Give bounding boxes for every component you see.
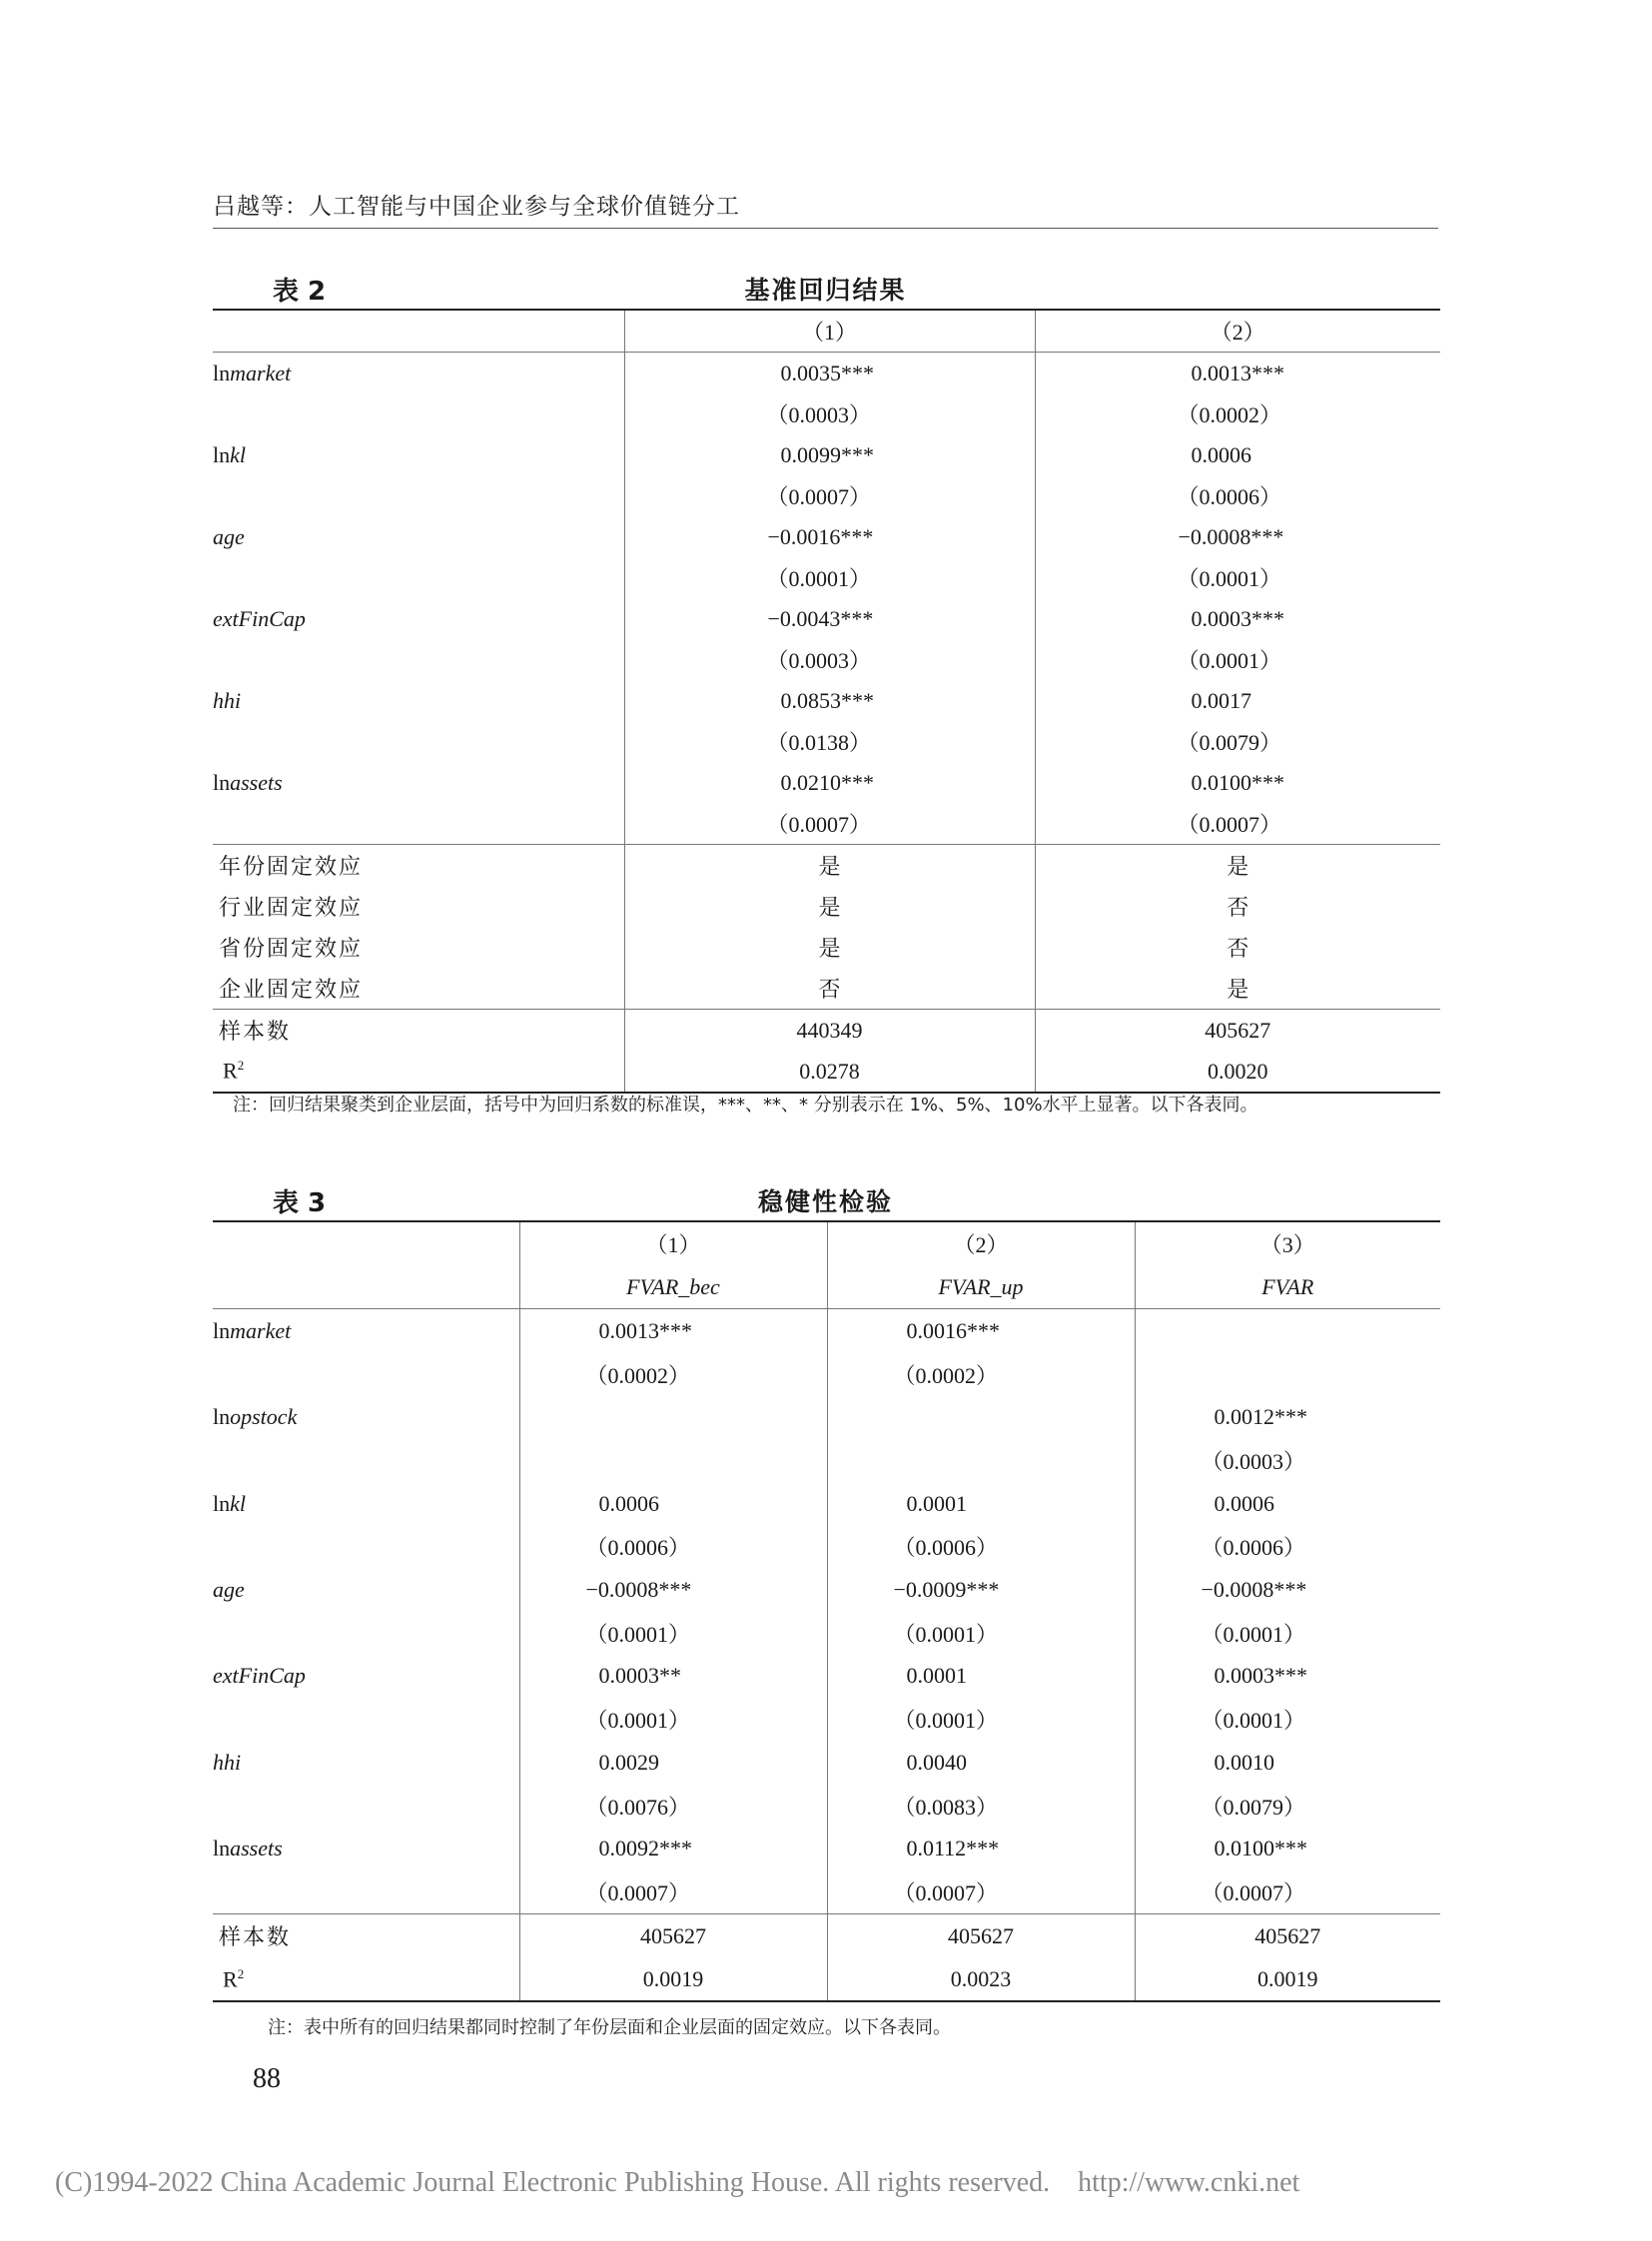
standard-error-cell: （0.0001） bbox=[1035, 639, 1440, 680]
table2-fixed-effect-row bbox=[213, 845, 1440, 887]
fixed-effect-label: 省份固定效应 bbox=[219, 937, 364, 962]
variable-prefix: ln bbox=[213, 1317, 231, 1343]
r2-superscript: 2 bbox=[237, 1058, 245, 1074]
coefficient-cell: 0.0100*** bbox=[1135, 1828, 1440, 1870]
standard-error-cell: （0.0083） bbox=[827, 1784, 1135, 1827]
standard-error-cell: （0.0001） bbox=[1135, 1698, 1440, 1741]
table3-coef-row bbox=[213, 1655, 1440, 1698]
fixed-effect-label: 企业固定效应 bbox=[219, 978, 364, 1003]
variable-name: age bbox=[213, 1577, 245, 1603]
table2-se-row bbox=[213, 475, 1440, 516]
r2-label-text: R bbox=[223, 1058, 238, 1084]
table2-variable-label bbox=[213, 516, 624, 557]
dependent-variable-header: FVAR_bec bbox=[519, 1265, 827, 1309]
table3 bbox=[213, 1220, 1440, 2002]
variable-name: assets bbox=[230, 1836, 283, 1862]
table2-empty-label bbox=[213, 721, 624, 762]
variable-name: kl bbox=[230, 441, 247, 467]
standard-error-cell: （0.0001） bbox=[519, 1612, 827, 1655]
table3-variable-label bbox=[213, 1741, 519, 1784]
coefficient-cell: 0.0853*** bbox=[624, 680, 1035, 721]
standard-error-cell: （0.0002） bbox=[519, 1353, 827, 1396]
coefficient-cell: 0.0017 bbox=[1035, 680, 1440, 721]
dependent-variable-header: FVAR bbox=[1135, 1265, 1440, 1309]
table3-r2-row bbox=[213, 1957, 1440, 2001]
table3-empty-label bbox=[213, 1870, 519, 1914]
coefficient-cell: −0.0016*** bbox=[624, 516, 1035, 557]
table3-coef-row bbox=[213, 1741, 1440, 1784]
variable-prefix: ln bbox=[213, 769, 231, 795]
table3-variable-label bbox=[213, 1569, 519, 1612]
table3-depvar-corner bbox=[213, 1265, 519, 1309]
table2-se-row bbox=[213, 393, 1440, 434]
table2 bbox=[213, 309, 1440, 1094]
table3-coef-row bbox=[213, 1828, 1440, 1870]
table3-label: 表 3 bbox=[273, 1188, 327, 1218]
table2-coef-row bbox=[213, 434, 1440, 475]
coefficient-cell: 0.0112*** bbox=[827, 1828, 1135, 1870]
coefficient-cell: 0.0001 bbox=[827, 1482, 1135, 1525]
table2-coef-row bbox=[213, 598, 1440, 639]
r2-superscript: 2 bbox=[237, 1965, 245, 1981]
table3-column-header: （1） bbox=[519, 1221, 827, 1265]
table2-coef-row bbox=[213, 353, 1440, 394]
variable-prefix: ln bbox=[213, 1836, 231, 1862]
coefficient-cell: −0.0009*** bbox=[827, 1569, 1135, 1612]
standard-error-cell: （0.0006） bbox=[1035, 475, 1440, 516]
table2-variable-label bbox=[213, 598, 624, 639]
standard-error-cell: （0.0006） bbox=[827, 1525, 1135, 1568]
coefficient-cell: 0.0092*** bbox=[519, 1828, 827, 1870]
standard-error-cell: （0.0007） bbox=[519, 1870, 827, 1914]
coefficient-cell: 0.0035*** bbox=[624, 353, 1035, 394]
table3-variable-label bbox=[213, 1309, 519, 1353]
r2-value: 0.0019 bbox=[1135, 1957, 1440, 2001]
table3-se-row bbox=[213, 1439, 1440, 1482]
standard-error-cell bbox=[1135, 1353, 1440, 1396]
table2-corner bbox=[213, 310, 624, 353]
table2-fixed-effect-row bbox=[213, 968, 1440, 1010]
standard-error-cell: （0.0001） bbox=[1035, 557, 1440, 598]
r2-value: 0.0278 bbox=[624, 1051, 1035, 1093]
table2-column-header: （2） bbox=[1035, 310, 1440, 353]
standard-error-cell: （0.0003） bbox=[1135, 1439, 1440, 1482]
table3-depvar-row bbox=[213, 1265, 1440, 1309]
standard-error-cell: （0.0007） bbox=[827, 1870, 1135, 1914]
standard-error-cell: （0.0001） bbox=[624, 557, 1035, 598]
coefficient-cell bbox=[827, 1396, 1135, 1439]
standard-error-cell: （0.0006） bbox=[1135, 1525, 1440, 1568]
sample-size-value: 405627 bbox=[827, 1914, 1135, 1958]
standard-error-cell: （0.0076） bbox=[519, 1784, 827, 1827]
cnki-url: http://www.cnki.net bbox=[1078, 2167, 1300, 2198]
coefficient-cell: 0.0001 bbox=[827, 1655, 1135, 1698]
table2-r2-row bbox=[213, 1051, 1440, 1093]
table2-empty-label bbox=[213, 393, 624, 434]
table3-variable-label bbox=[213, 1655, 519, 1698]
table3-title: 稳健性检验 bbox=[757, 1187, 893, 1216]
sample-size-label: 样本数 bbox=[213, 1914, 519, 1958]
table3-caption bbox=[213, 1182, 1438, 1222]
standard-error-cell: （0.0079） bbox=[1135, 1784, 1440, 1827]
coefficient-cell: 0.0003*** bbox=[1135, 1655, 1440, 1698]
table3-coef-row bbox=[213, 1396, 1440, 1439]
table3-variable-label bbox=[213, 1828, 519, 1870]
sample-size-value: 440349 bbox=[624, 1010, 1035, 1052]
table3-empty-label bbox=[213, 1784, 519, 1827]
table3-column-header: （3） bbox=[1135, 1221, 1440, 1265]
sample-size-label: 样本数 bbox=[213, 1010, 624, 1052]
table2-empty-label bbox=[213, 475, 624, 516]
r2-label-text: R bbox=[223, 1965, 238, 1991]
table2-variable-label bbox=[213, 680, 624, 721]
standard-error-cell: （0.0002） bbox=[1035, 393, 1440, 434]
page-number: 88 bbox=[253, 2063, 281, 2094]
table2-se-row bbox=[213, 803, 1440, 845]
fixed-effect-value: 否 bbox=[1035, 886, 1440, 927]
standard-error-cell: （0.0007） bbox=[1035, 803, 1440, 845]
table3-corner bbox=[213, 1221, 519, 1265]
table2-sample-row bbox=[213, 1010, 1440, 1052]
standard-error-cell: （0.0002） bbox=[827, 1353, 1135, 1396]
variable-name: opstock bbox=[230, 1404, 298, 1430]
table2-empty-label bbox=[213, 557, 624, 598]
table2-empty-label bbox=[213, 803, 624, 845]
fixed-effect-value: 是 bbox=[624, 927, 1035, 968]
variable-name: assets bbox=[230, 769, 283, 795]
sample-size-value: 405627 bbox=[1135, 1914, 1440, 1958]
table3-empty-label bbox=[213, 1698, 519, 1741]
coefficient-cell: −0.0008*** bbox=[1035, 516, 1440, 557]
coefficient-cell: −0.0008*** bbox=[519, 1569, 827, 1612]
table2-variable-label bbox=[213, 434, 624, 475]
table2-se-row bbox=[213, 639, 1440, 680]
running-head: 吕越等：人工智能与中国企业参与全球价值链分工 bbox=[213, 194, 740, 220]
coefficient-cell: 0.0100*** bbox=[1035, 762, 1440, 803]
coefficient-cell bbox=[1135, 1309, 1440, 1353]
variable-prefix: ln bbox=[213, 1404, 231, 1430]
variable-name: hhi bbox=[213, 1749, 242, 1775]
coefficient-cell: 0.0013*** bbox=[519, 1309, 827, 1353]
table2-se-row bbox=[213, 557, 1440, 598]
coefficient-cell: 0.0099*** bbox=[624, 434, 1035, 475]
copyright-footer bbox=[55, 2167, 1613, 2199]
variable-name: extFinCap bbox=[213, 1663, 306, 1689]
r2-value: 0.0023 bbox=[827, 1957, 1135, 2001]
coefficient-cell: 0.0029 bbox=[519, 1741, 827, 1784]
coefficient-cell: 0.0003*** bbox=[1035, 598, 1440, 639]
table3-empty-label bbox=[213, 1525, 519, 1568]
variable-prefix: ln bbox=[213, 360, 231, 385]
sample-size-value: 405627 bbox=[519, 1914, 827, 1958]
table2-caption bbox=[213, 271, 1438, 311]
variable-prefix: ln bbox=[213, 1490, 231, 1516]
table3-empty-label bbox=[213, 1612, 519, 1655]
coefficient-cell: 0.0210*** bbox=[624, 762, 1035, 803]
table2-label: 表 2 bbox=[273, 277, 327, 307]
dependent-variable-header: FVAR_up bbox=[827, 1265, 1135, 1309]
table2-header-row bbox=[213, 310, 1440, 353]
table3-se-row bbox=[213, 1353, 1440, 1396]
table2-fixed-effect-row bbox=[213, 886, 1440, 927]
standard-error-cell: （0.0001） bbox=[827, 1612, 1135, 1655]
r2-label bbox=[213, 1051, 624, 1093]
standard-error-cell: （0.0006） bbox=[519, 1525, 827, 1568]
variable-name: hhi bbox=[213, 687, 242, 713]
variable-name: age bbox=[213, 523, 245, 549]
variable-name: market bbox=[230, 360, 292, 385]
table3-coef-row bbox=[213, 1482, 1440, 1525]
table2-variable-label bbox=[213, 762, 624, 803]
table3-se-row bbox=[213, 1784, 1440, 1827]
variable-name: market bbox=[230, 1317, 292, 1343]
standard-error-cell: （0.0007） bbox=[624, 803, 1035, 845]
table2-column-header: （1） bbox=[624, 310, 1035, 353]
table3-sample-row bbox=[213, 1914, 1440, 1958]
table3-coef-row bbox=[213, 1569, 1440, 1612]
standard-error-cell: （0.0138） bbox=[624, 721, 1035, 762]
standard-error-cell: （0.0079） bbox=[1035, 721, 1440, 762]
coefficient-cell bbox=[519, 1396, 827, 1439]
table2-coef-row bbox=[213, 516, 1440, 557]
fixed-effect-value: 是 bbox=[624, 886, 1035, 927]
variable-prefix: ln bbox=[213, 441, 231, 467]
coefficient-cell: 0.0006 bbox=[1035, 434, 1440, 475]
coefficient-cell: −0.0043*** bbox=[624, 598, 1035, 639]
standard-error-cell bbox=[519, 1439, 827, 1482]
standard-error-cell: （0.0007） bbox=[624, 475, 1035, 516]
table2-empty-label bbox=[213, 639, 624, 680]
table3-empty-label bbox=[213, 1439, 519, 1482]
table3-se-row bbox=[213, 1612, 1440, 1655]
variable-name: kl bbox=[230, 1490, 247, 1516]
standard-error-cell: （0.0001） bbox=[827, 1698, 1135, 1741]
copyright-text: (C)1994-2022 China Academic Journal Electronic Publishing House. All rights reserved. bbox=[55, 2167, 1051, 2198]
table3-header-row bbox=[213, 1221, 1440, 1265]
standard-error-cell: （0.0003） bbox=[624, 393, 1035, 434]
r2-value: 0.0019 bbox=[519, 1957, 827, 2001]
fixed-effect-value: 是 bbox=[1035, 968, 1440, 1010]
fixed-effect-value: 是 bbox=[624, 845, 1035, 887]
header-rule bbox=[213, 228, 1438, 229]
r2-value: 0.0020 bbox=[1035, 1051, 1440, 1093]
standard-error-cell: （0.0001） bbox=[1135, 1612, 1440, 1655]
table2-coef-row bbox=[213, 680, 1440, 721]
standard-error-cell: （0.0003） bbox=[624, 639, 1035, 680]
fixed-effect-value: 否 bbox=[624, 968, 1035, 1010]
table3-se-row bbox=[213, 1870, 1440, 1914]
table3-note: 注：表中所有的回归结果都同时控制了年份层面和企业层面的固定效应。以下各表同。 bbox=[268, 2017, 951, 2038]
sample-size-value: 405627 bbox=[1035, 1010, 1440, 1052]
variable-name: extFinCap bbox=[213, 605, 306, 631]
table3-se-row bbox=[213, 1698, 1440, 1741]
table2-fixed-effect-row bbox=[213, 927, 1440, 968]
table2-title: 基准回归结果 bbox=[744, 276, 907, 305]
coefficient-cell: 0.0040 bbox=[827, 1741, 1135, 1784]
coefficient-cell: 0.0010 bbox=[1135, 1741, 1440, 1784]
coefficient-cell: 0.0016*** bbox=[827, 1309, 1135, 1353]
coefficient-cell: 0.0012*** bbox=[1135, 1396, 1440, 1439]
table3-variable-label bbox=[213, 1482, 519, 1525]
fixed-effect-label: 年份固定效应 bbox=[213, 845, 624, 887]
standard-error-cell bbox=[827, 1439, 1135, 1482]
table2-coef-row bbox=[213, 762, 1440, 803]
coefficient-cell: −0.0008*** bbox=[1135, 1569, 1440, 1612]
coefficient-cell: 0.0006 bbox=[1135, 1482, 1440, 1525]
table2-variable-label bbox=[213, 353, 624, 394]
table2-note: 注：回归结果聚类到企业层面，括号中为回归系数的标准误，***、**、* 分别表示在 1%、5%、10%水平上显著。以下各表同。 bbox=[233, 1095, 1258, 1116]
fixed-effect-value: 是 bbox=[1035, 845, 1440, 887]
fixed-effect-label: 行业固定效应 bbox=[219, 896, 364, 921]
coefficient-cell: 0.0006 bbox=[519, 1482, 827, 1525]
table2-se-row bbox=[213, 721, 1440, 762]
standard-error-cell: （0.0001） bbox=[519, 1698, 827, 1741]
table3-variable-label bbox=[213, 1396, 519, 1439]
r2-label bbox=[213, 1957, 519, 2001]
table3-se-row bbox=[213, 1525, 1440, 1568]
coefficient-cell: 0.0013*** bbox=[1035, 353, 1440, 394]
standard-error-cell: （0.0007） bbox=[1135, 1870, 1440, 1914]
table3-coef-row bbox=[213, 1309, 1440, 1353]
table3-column-header: （2） bbox=[827, 1221, 1135, 1265]
fixed-effect-value: 否 bbox=[1035, 927, 1440, 968]
table3-empty-label bbox=[213, 1353, 519, 1396]
coefficient-cell: 0.0003** bbox=[519, 1655, 827, 1698]
